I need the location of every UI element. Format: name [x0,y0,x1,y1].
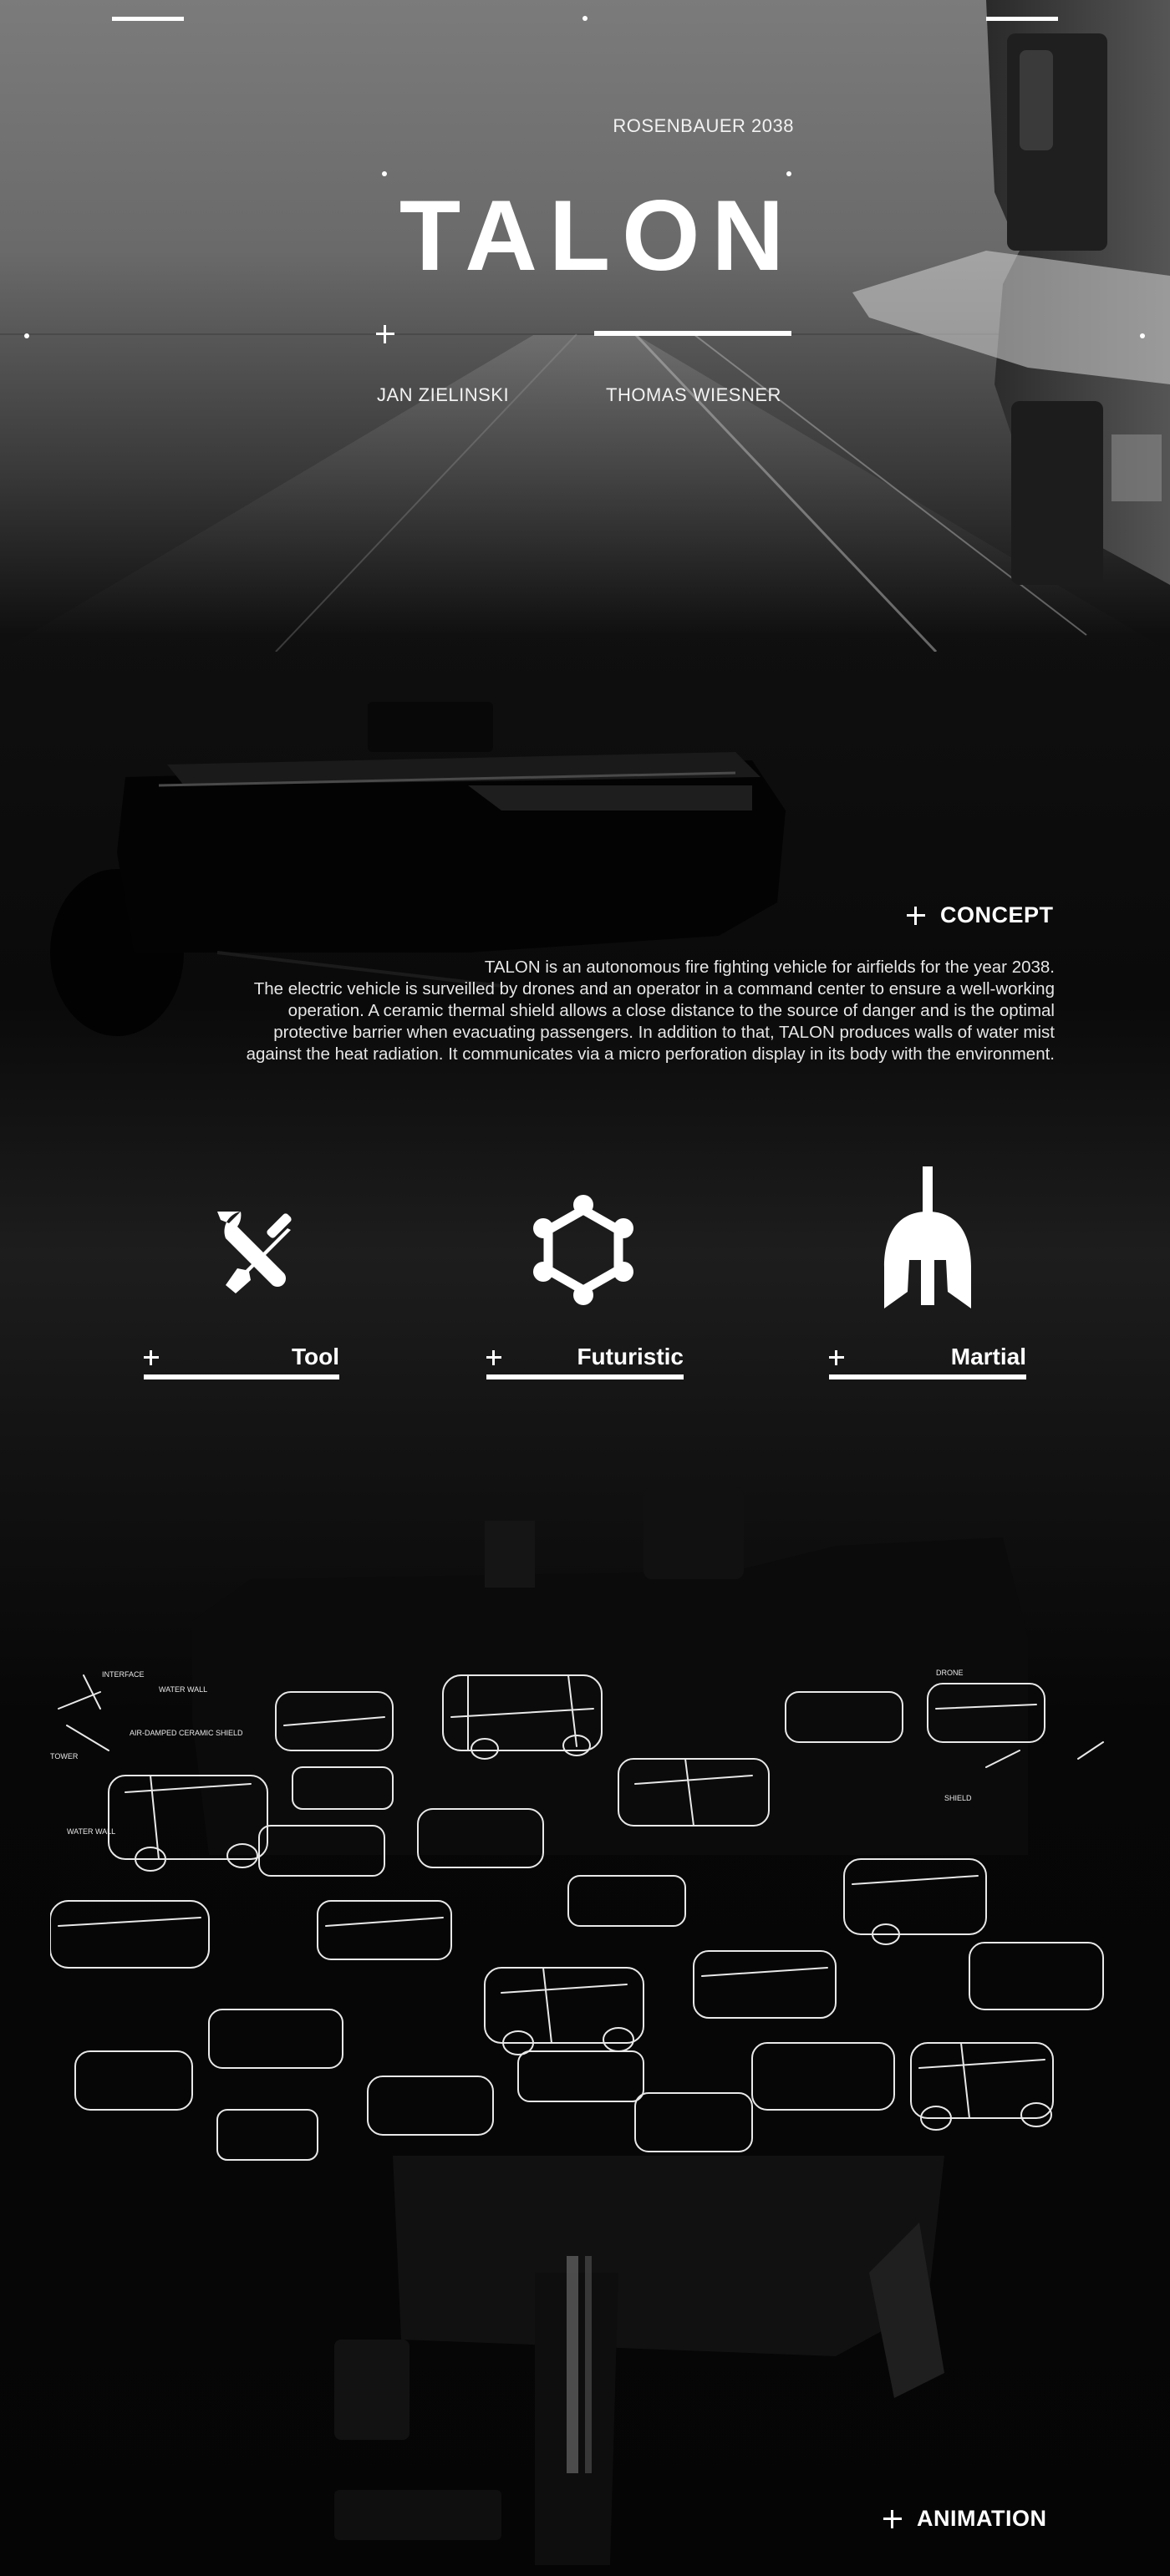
concept-sketches-image [50,1659,1128,2193]
sketch-annotation: WATER WALL [159,1685,208,1694]
plus-icon [829,1350,844,1365]
sketch-annotation: AIR-DAMPED CERAMIC SHIELD [130,1729,243,1737]
top-left-line [112,17,184,21]
page-title: TALON [399,180,796,292]
feature-underline [144,1374,339,1379]
marker-dot [1140,333,1145,338]
designer-left: JAN ZIELINSKI [377,384,510,405]
marker-dot [786,171,791,176]
feature-label-martial: Martial [950,1344,1026,1369]
sketch-annotation: WATER WALL [67,1827,116,1836]
top-center-dot [582,16,588,21]
concept-heading: CONCEPT [940,902,1054,927]
feature-label-tool: Tool [291,1344,339,1369]
concept-line: operation. A ceramic thermal shield allows a close distance to the source of danger and is the optimal [287,1001,1055,1020]
plus-icon [144,1350,159,1365]
plus-icon [883,2510,902,2528]
feature-underline [829,1374,1026,1379]
designer-right: THOMAS WIESNER [606,384,781,405]
sketch-annotation: INTERFACE [102,1670,145,1679]
plus-icon [907,907,925,925]
sketch-annotation: SHIELD [944,1794,972,1802]
feature-underline [486,1374,684,1379]
feature-label-futuristic: Futuristic [577,1344,684,1369]
concept-description [117,957,1055,1065]
marker-dot [382,171,387,176]
vehicle-render-image [0,685,836,1153]
plus-icon [376,325,394,343]
project-subtitle: ROSENBAUER 2038 [613,115,794,136]
animation-heading[interactable]: ANIMATION [917,2506,1047,2531]
top-right-line [986,17,1058,21]
marker-dot [24,333,29,338]
concept-line: TALON is an autonomous fire fighting vehicle for airfields for the year 2038. [484,958,1055,977]
sketch-annotation: TOWER [50,1752,79,1761]
plus-icon [486,1350,501,1365]
tools-icon [216,1203,313,1300]
title-underline [594,331,791,336]
concept-line: against the heat radiation. It communicates via a micro perforation display in its body with the environment. [246,1044,1055,1064]
concept-line: protective barrier when evacuating passengers. In addition to that, TALON produces walls of water mist [273,1023,1055,1042]
sketch-annotation: DRONE [936,1669,964,1677]
concept-line: The electric vehicle is surveilled by drones and an operator in a command center to ensure a well-working [253,979,1055,998]
hero-render-image [0,0,1170,652]
hexagon-molecule-icon [526,1191,640,1308]
spartan-helmet-icon [878,1166,978,1313]
